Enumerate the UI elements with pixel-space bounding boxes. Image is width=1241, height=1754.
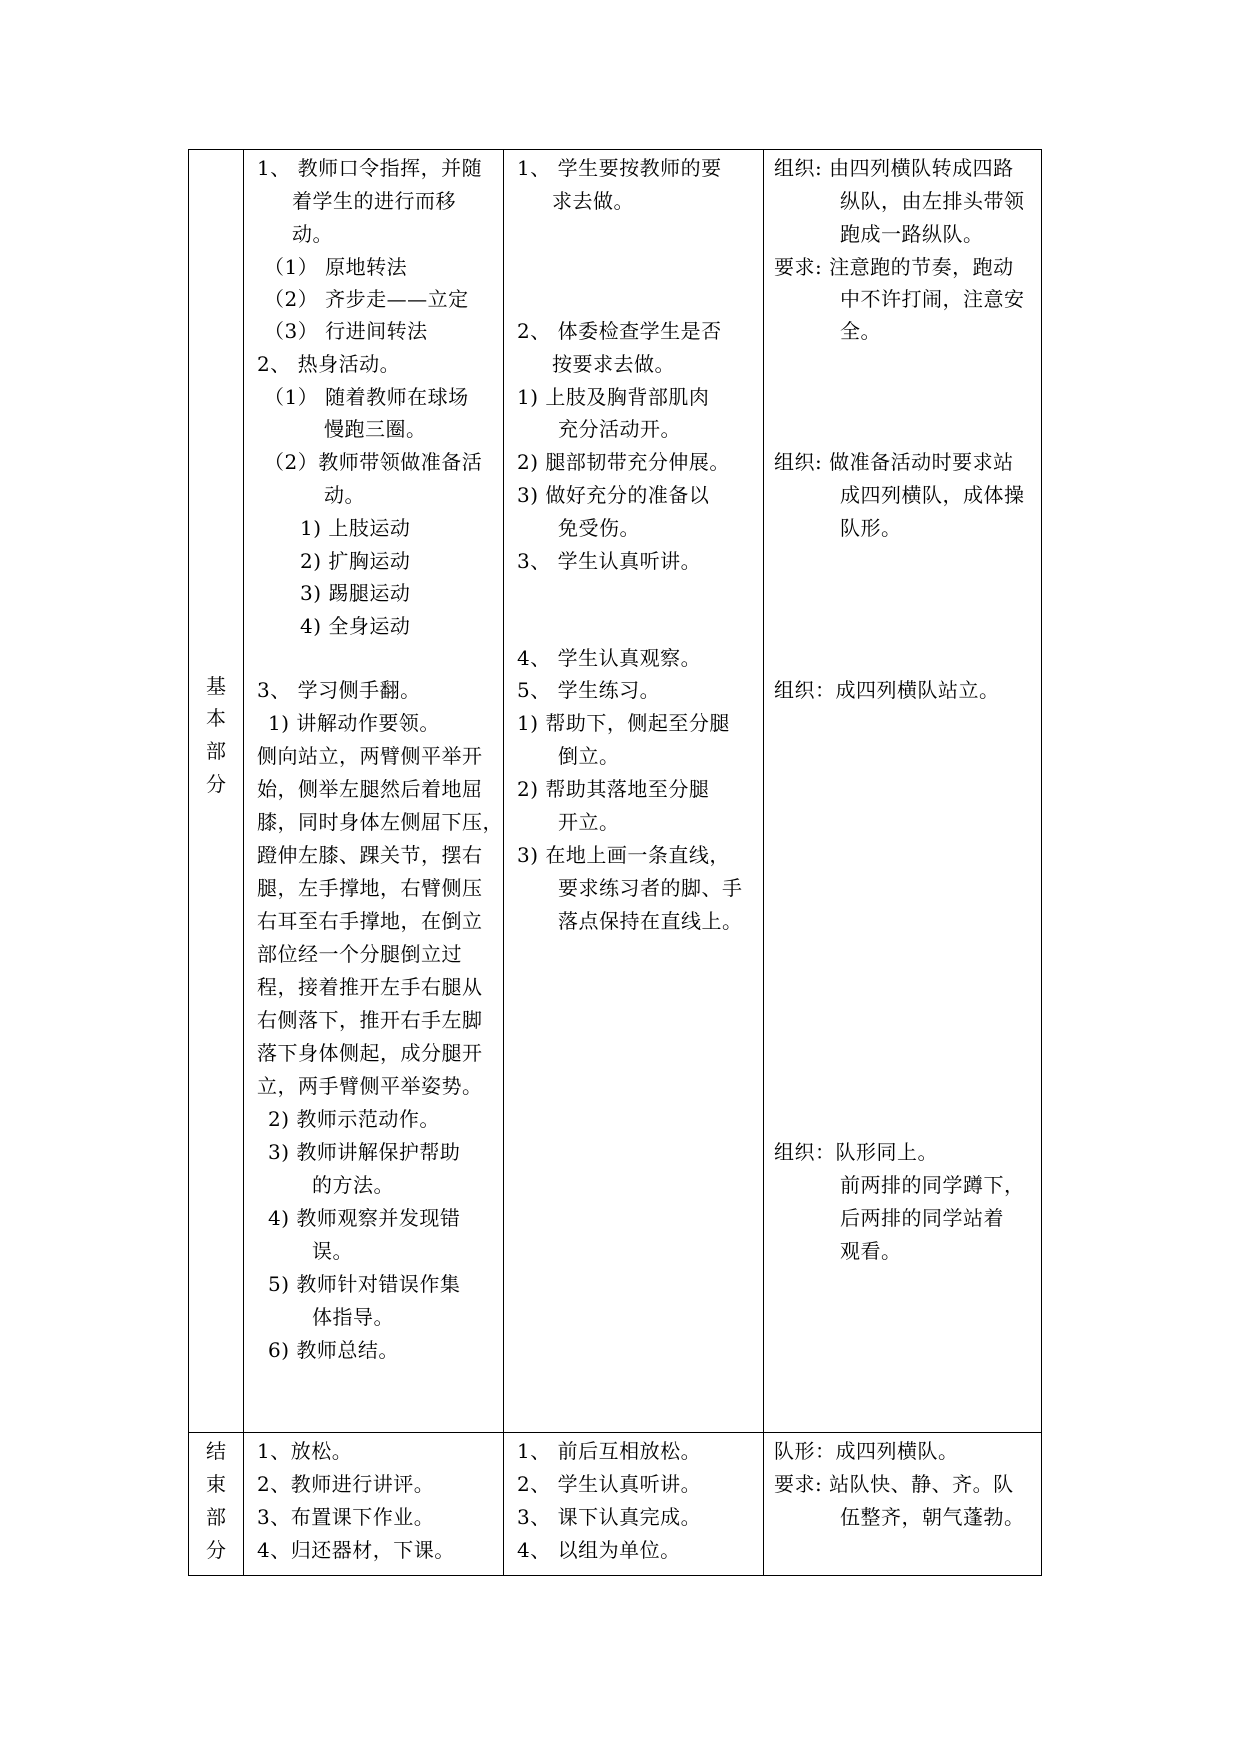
org-line: 观看。 bbox=[840, 1239, 902, 1263]
teacher-line: 4) 全身运动 bbox=[300, 614, 411, 638]
org-line: 全。 bbox=[840, 319, 881, 343]
end-label-char: 部 bbox=[206, 1505, 226, 1529]
lesson-plan-table bbox=[188, 149, 1042, 1576]
main-student-activity-cell bbox=[504, 150, 764, 1433]
end-student-activity-cell bbox=[504, 1433, 764, 1576]
teacher-line: 2、 热身活动。 bbox=[257, 352, 401, 376]
teacher-line: 立，两手臂侧平举姿势。 bbox=[257, 1074, 483, 1098]
teacher-line: 右耳至右手撑地，在倒立 bbox=[257, 909, 483, 933]
teacher-line: 侧向站立，两臂侧平举开 bbox=[257, 744, 483, 768]
end-student-line: 1、 前后互相放松。 bbox=[517, 1439, 702, 1463]
teacher-line: 3) 教师讲解保护帮助 bbox=[268, 1140, 461, 1164]
end-org-line: 队形：成四列横队。 bbox=[774, 1439, 959, 1463]
end-teacher-line: 3、布置课下作业。 bbox=[257, 1505, 435, 1529]
teacher-line: 2) 扩胸运动 bbox=[300, 549, 411, 573]
teacher-line: 右侧落下，推开右手左脚 bbox=[257, 1008, 483, 1032]
student-line: 2) 帮助其落地至分腿 bbox=[517, 777, 710, 801]
student-line: 1) 帮助下，侧起至分腿 bbox=[517, 711, 730, 735]
teacher-line: 膝，同时身体左侧屈下压， bbox=[257, 810, 503, 834]
org-line: 要求: 注意跑的节奏，跑动 bbox=[774, 255, 1014, 279]
teacher-line: （1） 原地转法 bbox=[264, 255, 408, 279]
teacher-line: 误。 bbox=[312, 1239, 353, 1263]
student-line: 3、 学生认真听讲。 bbox=[517, 549, 702, 573]
teacher-line: 动。 bbox=[292, 222, 333, 246]
end-student-line: 3、 课下认真完成。 bbox=[517, 1505, 702, 1529]
main-teacher-activity-cell bbox=[244, 150, 504, 1433]
student-line: 免受伤。 bbox=[558, 516, 640, 540]
teacher-line: 腿，左手撑地，右臂侧压 bbox=[257, 876, 483, 900]
student-line: 要求练习者的脚、手 bbox=[558, 876, 743, 900]
end-section-row bbox=[189, 1433, 1042, 1576]
org-line: 成四列横队，成体操 bbox=[840, 483, 1025, 507]
teacher-line: （2） 齐步走——立定 bbox=[264, 287, 469, 311]
teacher-line: 体指导。 bbox=[312, 1305, 394, 1329]
student-line: 4、 学生认真观察。 bbox=[517, 646, 702, 670]
teacher-line: 程，接着推开左手右腿从 bbox=[257, 975, 483, 999]
org-line: 队形。 bbox=[840, 516, 902, 540]
student-line: 倒立。 bbox=[558, 744, 620, 768]
student-line: 求去做。 bbox=[552, 189, 634, 213]
end-teacher-line: 2、教师进行讲评。 bbox=[257, 1472, 435, 1496]
teacher-line: 部位经一个分腿倒立过 bbox=[257, 942, 462, 966]
end-organization-cell bbox=[764, 1433, 1042, 1576]
teacher-line: 慢跑三圈。 bbox=[324, 417, 427, 441]
teacher-line: 4) 教师观察并发现错 bbox=[268, 1206, 461, 1230]
teacher-line: 1) 上肢运动 bbox=[300, 516, 411, 540]
teacher-line: 始，侧举左腿然后着地屈 bbox=[257, 777, 483, 801]
org-line: 后两排的同学站着 bbox=[840, 1206, 1004, 1230]
teacher-line: （1） 随着教师在球场 bbox=[264, 385, 469, 409]
teacher-line: 3) 踢腿运动 bbox=[300, 581, 411, 605]
org-line: 组织: 做准备活动时要求站 bbox=[774, 450, 1014, 474]
teacher-line: 着学生的进行而移 bbox=[292, 189, 456, 213]
student-line: 充分活动开。 bbox=[558, 417, 681, 441]
main-section-label-cell bbox=[189, 150, 244, 1433]
student-line: 开立。 bbox=[558, 810, 620, 834]
student-line: 5、 学生练习。 bbox=[517, 678, 661, 702]
student-line: 2) 腿部韧带充分伸展。 bbox=[517, 450, 730, 474]
end-teacher-line: 4、归还器材，下课。 bbox=[257, 1538, 455, 1562]
student-line: 1) 上肢及胸背部肌肉 bbox=[517, 385, 710, 409]
teacher-line: （3） 行进间转法 bbox=[264, 319, 428, 343]
org-line: 组织：成四列横队站立。 bbox=[774, 678, 1000, 702]
teacher-line: 的方法。 bbox=[312, 1173, 394, 1197]
teacher-line: 1) 讲解动作要领。 bbox=[268, 711, 440, 735]
org-line: 跑成一路纵队。 bbox=[840, 222, 984, 246]
end-label-char: 分 bbox=[206, 1538, 226, 1562]
main-section-row bbox=[189, 150, 1042, 1433]
teacher-line: 1、 教师口令指挥，并随 bbox=[257, 156, 483, 180]
main-label-char: 部 bbox=[206, 739, 226, 763]
main-organization-cell bbox=[764, 150, 1042, 1433]
org-line: 前两排的同学蹲下， bbox=[840, 1173, 1025, 1197]
main-label-char: 本 bbox=[206, 706, 226, 730]
teacher-line: 2) 教师示范动作。 bbox=[268, 1107, 440, 1131]
main-label-char: 基 bbox=[206, 674, 226, 698]
teacher-line: 蹬伸左膝、踝关节，摆右 bbox=[257, 843, 483, 867]
org-line: 纵队，由左排头带领 bbox=[840, 189, 1025, 213]
main-label-char: 分 bbox=[206, 772, 226, 796]
end-org-line: 伍整齐，朝气蓬勃。 bbox=[840, 1505, 1025, 1529]
end-label-char: 结 bbox=[206, 1439, 226, 1463]
end-teacher-activity-cell bbox=[244, 1433, 504, 1576]
student-line: 3) 在地上画一条直线， bbox=[517, 843, 730, 867]
org-line: 中不许打闹，注意安 bbox=[840, 287, 1025, 311]
end-org-line: 要求: 站队快、静、齐。队 bbox=[774, 1472, 1014, 1496]
teacher-line: 6) 教师总结。 bbox=[268, 1338, 399, 1362]
student-line: 按要求去做。 bbox=[552, 352, 675, 376]
student-line: 3) 做好充分的准备以 bbox=[517, 483, 710, 507]
org-line: 组织：队形同上。 bbox=[774, 1140, 938, 1164]
end-student-line: 4、 以组为单位。 bbox=[517, 1538, 681, 1562]
end-student-line: 2、 学生认真听讲。 bbox=[517, 1472, 702, 1496]
end-teacher-line: 1、放松。 bbox=[257, 1439, 353, 1463]
end-label-char: 束 bbox=[206, 1472, 226, 1496]
end-section-label-cell bbox=[189, 1433, 244, 1576]
teacher-line: （2）教师带领做准备活 bbox=[264, 450, 483, 474]
student-line: 2、 体委检查学生是否 bbox=[517, 319, 722, 343]
teacher-line: 落下身体侧起，成分腿开 bbox=[257, 1041, 483, 1065]
student-line: 1、 学生要按教师的要 bbox=[517, 156, 722, 180]
teacher-line: 3、 学习侧手翻。 bbox=[257, 678, 421, 702]
teacher-line: 5) 教师针对错误作集 bbox=[268, 1272, 461, 1296]
student-line: 落点保持在直线上。 bbox=[558, 909, 743, 933]
teacher-line: 动。 bbox=[324, 483, 365, 507]
org-line: 组织: 由四列横队转成四路 bbox=[774, 156, 1014, 180]
